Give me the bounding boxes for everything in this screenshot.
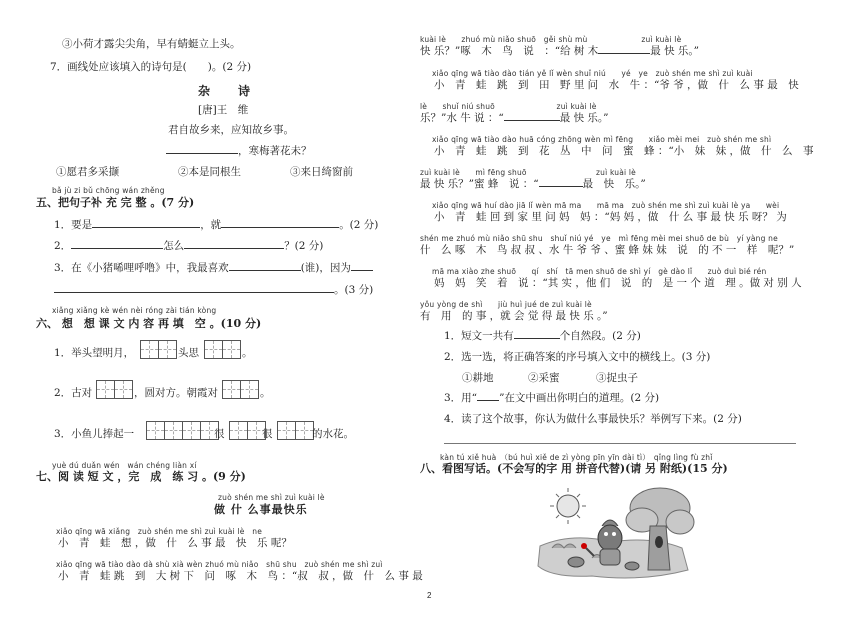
- poem-title: 杂 诗: [198, 84, 259, 98]
- section-7-heading: 七、阅 读 短 文 ，完 成 练 习 。(9 分): [36, 470, 246, 483]
- s6-item-2a: 2．古对: [54, 387, 93, 399]
- s6-item-1b: 头思: [178, 347, 199, 359]
- story-title-pinyin: zuò shén me shì zuì kuài lè: [218, 493, 325, 502]
- story-r4-pinyin: xiǎo qīng wā tiào dào huā cóng zhōng wèn mì fēng xiǎo mèi mei zuò shén me shì: [432, 135, 772, 144]
- s6-item-2c: 。: [260, 387, 271, 399]
- question-7: 7．画线处应该填入的诗句是( )。(2 分): [50, 61, 252, 73]
- story-r9: 有 用 的 事 ，就 会 觉 得 最 快 乐 。”: [420, 310, 608, 322]
- s6-item-3b: 很: [214, 428, 225, 440]
- answer-line[interactable]: [444, 443, 796, 444]
- s7-question-2: 2．选一选，将正确答案的序号填入文中的横线上。(3 分): [444, 351, 711, 363]
- story-r2-pinyin: xiǎo qīng wā tiào dào tián yě lǐ wèn shuǐ niú yé ye zuò shén me shì zuì kuài: [432, 69, 753, 78]
- story-r5-pinyin: zuì kuài lè mì fēng shuō zuì kuài lè: [420, 168, 636, 177]
- section-8-pinyin: kàn tú xiě huà （bú huì xiě de zì yòng pīn yīn dài tì） qǐng lìng fù zhǐ: [440, 453, 713, 462]
- story-r9-pinyin: yǒu yòng de shì jiù huì jué de zuì kuài lè: [420, 300, 592, 309]
- s6-item-3d: 的水花。: [312, 428, 354, 440]
- story-r6: 小 青 蛙 回 到 家 里 问 妈 妈 ：“妈 妈 ，做 什 么 事 最 快 乐 呀？ 为: [434, 211, 787, 223]
- story-r8-pinyin: mā ma xiào zhe shuō qí shí tā men shuō de shì yí gè dào lǐ zuò duì bié rén: [432, 267, 767, 276]
- section-6-heading: 六、 想 想 课 文 内 容 再 填 空 。(10 分): [36, 317, 262, 330]
- poem-choice-1: ①愿君多采撷: [56, 166, 119, 178]
- story-r7-pinyin: shén me zhuó mù niǎo shū shu shuǐ niú yé ye mì fēng mèi mei shuō de bù yí yàng ne: [420, 234, 778, 243]
- section-8-heading: 八、看图写话。(不会写的字 用 拼音代替)(请 另 附纸)(15 分): [420, 462, 728, 475]
- story-p1-pinyin: xiǎo qīng wā xiǎng zuò shén me shì zuì kuài lè ne: [56, 527, 263, 536]
- section-7-pinyin: yuè dú duǎn wén wán chéng liàn xí: [52, 461, 197, 470]
- s7-question-3: 3．用“ ”在文中画出你明白的道理。(2 分): [444, 392, 660, 404]
- writing-grid[interactable]: [204, 340, 240, 359]
- story-r8: 妈 妈 笑 着 说 ：“其 实 ，他 们 说 的 是 一 个 道 理 。做 对 别 人: [434, 277, 802, 289]
- story-title: 做 什 么事最快乐: [214, 503, 308, 516]
- story-r1: 快 乐？”啄 木 鸟 说 ：“给 树 木 最 快 乐。”: [420, 45, 700, 57]
- story-r3: 乐？”水 牛 说 ：“ 最 快 乐。”: [420, 112, 609, 124]
- s6-item-3c: 很: [262, 428, 273, 440]
- poem-line-2: ，寒梅著花未？: [166, 145, 312, 157]
- picture-writing-illustration: [532, 486, 696, 584]
- section-6-pinyin: xiǎng xiǎng kè wén nèi róng zài tián kòng: [52, 306, 217, 315]
- s7-q2-option-1: ①耕地: [462, 372, 494, 384]
- story-r5: 最 快 乐？”蜜 蜂 说 ：“ 最 快 乐。”: [420, 178, 646, 190]
- poem-author: [唐]王 维: [198, 104, 249, 116]
- s5-item-3-cont: 。(3 分): [54, 284, 373, 296]
- poem-line-1: 君自故乡来，应知故乡事。: [168, 124, 294, 136]
- writing-grid[interactable]: [140, 340, 176, 359]
- s5-item-3: 3．在《小猪唏哩呼噜》中，我最喜欢 (谁)，因为: [54, 262, 373, 274]
- story-r6-pinyin: xiǎo qīng wā huí dào jiā lǐ wèn mā ma mā ma zuò shén me shì zuì kuài lè ya wèi: [432, 201, 780, 210]
- writing-grid[interactable]: [96, 380, 132, 399]
- writing-grid[interactable]: [229, 421, 265, 440]
- poem-choice-3: ③来日绮窗前: [290, 166, 353, 178]
- section-5-pinyin: bǎ jù zi bǔ chōng wán zhěng: [52, 186, 165, 195]
- s5-item-1: 1．要是 ，就 。(2 分): [54, 219, 379, 231]
- s7-q2-option-2: ②采蜜: [528, 372, 560, 384]
- writing-grid[interactable]: [146, 421, 218, 440]
- story-r4: 小 青 蛙 跳 到 花 丛 中 问 蜜 蜂 ：“小 妹 妹 ，做 什 么 事: [434, 145, 814, 157]
- story-p1: 小 青 蛙 想 ，做 什 么 事 最 快 乐 呢？: [58, 537, 292, 549]
- s7-question-4: 4．读了这个故事，你认为做什么事最快乐？举例写下来。(2 分): [444, 413, 742, 425]
- story-r2: 小 青 蛙 跳 到 田 野 里 问 水 牛 ：“爷 爷 ，做 什 么 事 最 快: [434, 79, 799, 91]
- poem-choice-2: ②本是同根生: [178, 166, 241, 178]
- poem-option-3: ③小荷才露尖尖角，早有蜻蜓立上头。: [62, 38, 241, 50]
- story-p2: 小 青 蛙 跳 到 大 树 下 问 啄 木 鸟 ：“叔 叔 ，做 什 么 事 最: [58, 570, 423, 582]
- story-p2-pinyin: xiǎo qīng wā tiào dào dà shù xià wèn zhuó mù niǎo shū shu zuò shén me shì zuì: [56, 560, 383, 569]
- s6-item-1c: 。: [242, 347, 253, 359]
- s6-item-2b: ，圆对方。朝霞对: [134, 387, 218, 399]
- s7-q2-option-3: ③捉虫子: [596, 372, 638, 384]
- s5-item-2: 2． 怎么 ？(2 分): [54, 240, 324, 252]
- writing-grid[interactable]: [222, 380, 258, 399]
- s7-question-1: 1．短文一共有 个自然段。(2 分): [444, 330, 641, 342]
- section-5-heading: 五、把句子补 充 完 整 。(7 分): [36, 196, 195, 209]
- story-r1-pinyin: kuài lè zhuó mù niǎo shuō gěi shù mù zuì kuài lè: [420, 35, 682, 44]
- story-r7: 什 么 啄 木 鸟 叔 叔 、水 牛 爷 爷 、蜜 蜂 妹 妹 说 的 不 一 样 呢？”: [420, 244, 795, 256]
- page-number: 2: [427, 591, 432, 600]
- s6-item-1a: 1．举头望明月，: [54, 347, 135, 359]
- writing-grid[interactable]: [277, 421, 313, 440]
- s6-item-3a: 3．小鱼儿捧起一: [54, 428, 135, 440]
- story-r3-pinyin: lè shuǐ niú shuō zuì kuài lè: [420, 102, 597, 111]
